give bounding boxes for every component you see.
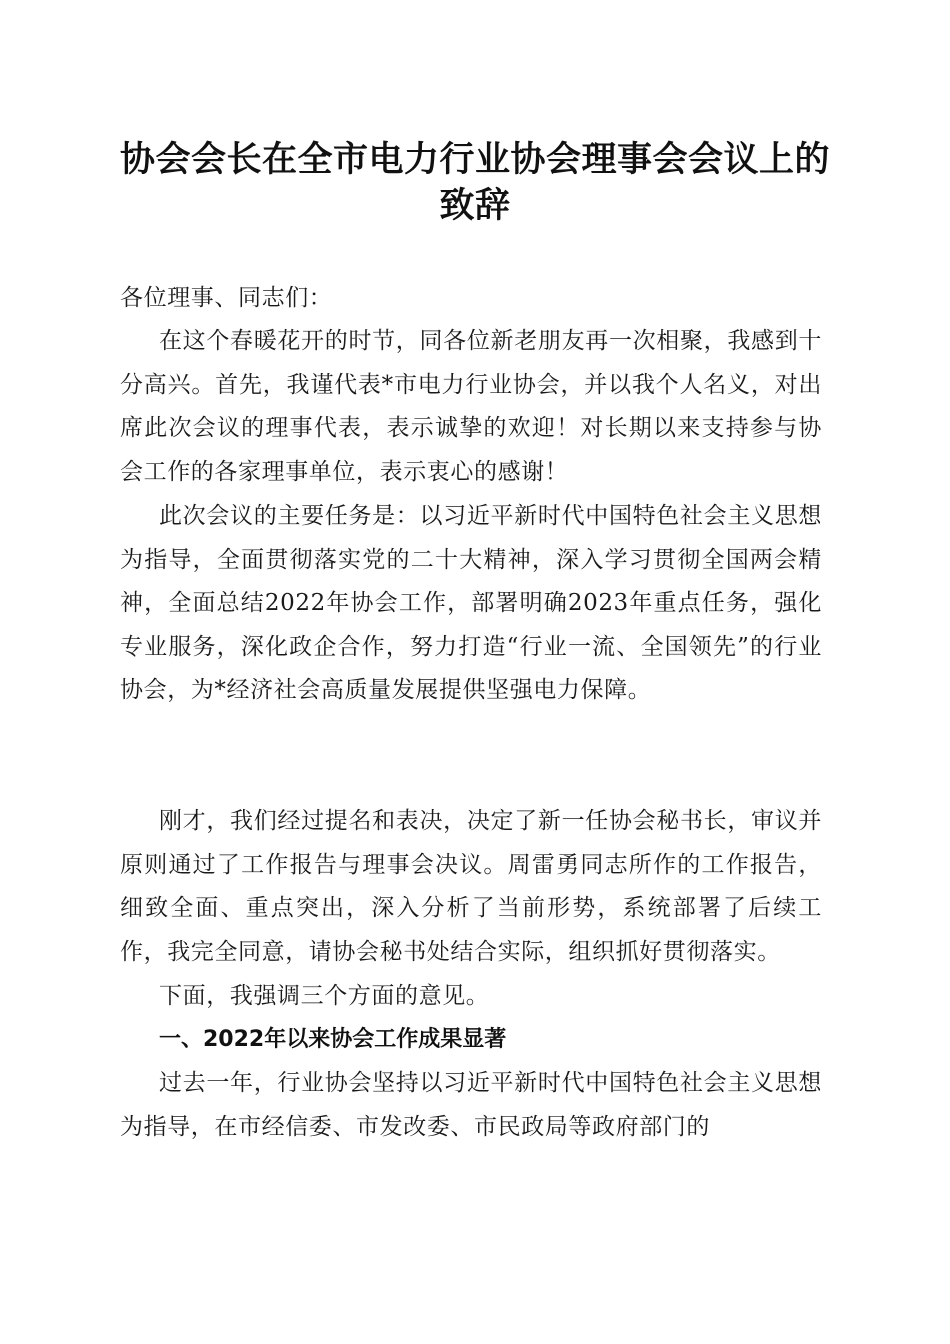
greeting: 各位理事、同志们： bbox=[120, 285, 333, 311]
document-title-line-2: 致辞 bbox=[439, 185, 511, 226]
paragraph-election-report: 刚才，我们经过提名和表决，决定了新一任协会秘书长，审议并原则通过了工作报告与理事会决议。周雷勇同志所作的工作报告，细致全面、重点突出，深入分析了当前形势，系统部署了后续工作，我完全同意，请协会秘书处结合实际，组织抓好贯彻落实。 bbox=[120, 808, 822, 965]
section-heading-achievements: 一、2022年以来协会工作成果显著 bbox=[159, 1027, 507, 1052]
paragraph-past-year: 过去一年，行业协会坚持以习近平新时代中国特色社会主义思想为指导，在市经信委、市发改委、市民政局等政府部门的 bbox=[120, 1070, 822, 1140]
paragraph-three-points: 下面，我强调三个方面的意见。 bbox=[159, 983, 490, 1009]
document-title-line-1: 协会会长在全市电力行业协会理事会会议上的 bbox=[119, 139, 830, 180]
paragraph-meeting-tasks: 此次会议的主要任务是：以习近平新时代中国特色社会主义思想为指导，全面贯彻落实党的二十大精神，深入学习贯彻全国两会精神，全面总结2022年协会工作，部署明确2023年重点任务，强化专业服务，深化政企合作，努力打造“行业一流、全国领先”的行业协会，为*经济社会高质量发展提供坚强电力保障。 bbox=[120, 503, 822, 704]
paragraph-welcome: 在这个春暖花开的时节，同各位新老朋友再一次相聚，我感到十分高兴。首先，我谨代表*市电力行业协会，并以我个人名义，对出席此次会议的理事代表，表示诚挚的欢迎！对长期以来支持参与协会工作的各家理事单位，表示衷心的感谢！ bbox=[120, 328, 822, 485]
